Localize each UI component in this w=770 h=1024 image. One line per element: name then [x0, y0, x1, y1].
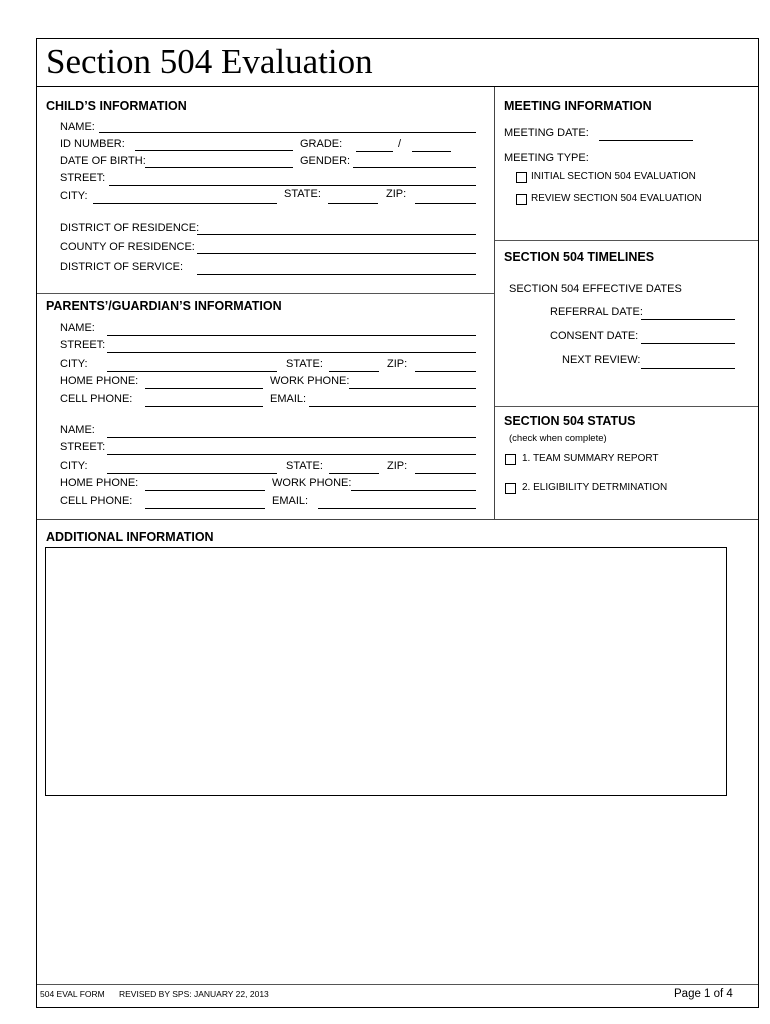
status-note: (check when complete)	[509, 433, 607, 444]
child-dob-field[interactable]	[145, 167, 293, 168]
child-grade-separator: /	[398, 138, 402, 150]
parent2-cell-phone-label: CELL PHONE:	[60, 495, 133, 507]
child-grade-field-1[interactable]	[356, 151, 393, 152]
meeting-section-divider	[495, 240, 758, 241]
parent2-home-phone-field[interactable]	[145, 490, 265, 491]
parent1-email-field[interactable]	[309, 406, 476, 407]
parent2-name-label: NAME:	[60, 424, 95, 436]
child-street-label: STREET:	[60, 172, 106, 184]
parent1-cell-phone-field[interactable]	[145, 406, 263, 407]
parent1-state-field[interactable]	[329, 371, 379, 372]
parent1-email-label: EMAIL:	[270, 393, 307, 405]
page-title: Section 504 Evaluation	[46, 42, 373, 81]
parent2-street-label: STREET:	[60, 441, 106, 453]
child-dob-label: DATE OF BIRTH:	[60, 155, 146, 167]
additional-info-textarea[interactable]	[45, 547, 727, 796]
child-id-label: ID NUMBER:	[60, 138, 125, 150]
parent2-email-label: EMAIL:	[272, 495, 309, 507]
parent1-work-phone-field[interactable]	[349, 388, 476, 389]
child-name-field[interactable]	[99, 132, 476, 133]
parent1-name-field[interactable]	[107, 335, 476, 336]
eligibility-label: 2. ELIGIBILITY DETRMINATION	[522, 482, 668, 493]
meeting-info-heading: MEETING INFORMATION	[504, 99, 652, 113]
timelines-heading: SECTION 504 TIMELINES	[504, 250, 655, 264]
meeting-date-field[interactable]	[599, 140, 693, 141]
county-residence-field[interactable]	[197, 253, 476, 254]
child-name-label: NAME:	[60, 121, 95, 133]
additional-info-heading: ADDITIONAL INFORMATION	[46, 530, 214, 544]
parent2-state-field[interactable]	[329, 473, 379, 474]
title-divider	[37, 86, 758, 87]
parent1-city-field[interactable]	[107, 371, 277, 372]
initial-evaluation-label: INITIAL SECTION 504 EVALUATION	[531, 171, 696, 182]
parent2-name-field[interactable]	[107, 437, 476, 438]
eligibility-checkbox[interactable]	[505, 483, 516, 494]
child-id-field[interactable]	[135, 150, 293, 151]
parent2-email-field[interactable]	[318, 508, 476, 509]
parent2-street-field[interactable]	[107, 454, 476, 455]
child-zip-field[interactable]	[415, 203, 476, 204]
footer-revised: REVISED BY SPS: JANUARY 22, 2013	[119, 989, 269, 999]
consent-date-label: CONSENT DATE:	[550, 330, 639, 342]
child-gender-field[interactable]	[353, 167, 476, 168]
parent1-zip-label: ZIP:	[387, 358, 408, 370]
parent1-name-label: NAME:	[60, 322, 95, 334]
meeting-date-label: MEETING DATE:	[504, 127, 589, 139]
parent1-street-field[interactable]	[107, 352, 476, 353]
parent1-state-label: STATE:	[286, 358, 323, 370]
district-residence-field[interactable]	[197, 234, 476, 235]
district-service-field[interactable]	[197, 274, 476, 275]
district-residence-label: DISTRICT OF RESIDENCE:	[60, 222, 200, 234]
initial-evaluation-checkbox[interactable]	[516, 172, 527, 183]
child-state-field[interactable]	[328, 203, 378, 204]
next-review-field[interactable]	[641, 368, 735, 369]
parent1-city-label: CITY:	[60, 358, 88, 370]
team-summary-label: 1. TEAM SUMMARY REPORT	[522, 453, 659, 464]
parent1-home-phone-label: HOME PHONE:	[60, 375, 139, 387]
parent1-street-label: STREET:	[60, 339, 106, 351]
parent1-zip-field[interactable]	[415, 371, 476, 372]
child-gender-label: GENDER:	[300, 155, 351, 167]
county-residence-label: COUNTY OF RESIDENCE:	[60, 241, 195, 253]
form-frame	[36, 38, 759, 1008]
child-state-label: STATE:	[284, 188, 321, 200]
parent1-cell-phone-label: CELL PHONE:	[60, 393, 133, 405]
status-heading: SECTION 504 STATUS	[504, 414, 636, 428]
parent2-work-phone-label: WORK PHONE:	[272, 477, 352, 489]
parent2-home-phone-label: HOME PHONE:	[60, 477, 139, 489]
child-info-heading: CHILD’S INFORMATION	[46, 99, 187, 113]
parent2-zip-field[interactable]	[415, 473, 476, 474]
upper-section-divider	[37, 519, 758, 520]
meeting-type-label: MEETING TYPE:	[504, 152, 589, 164]
next-review-label: NEXT REVIEW:	[562, 354, 641, 366]
parent2-city-label: CITY:	[60, 460, 88, 472]
timelines-section-divider	[495, 406, 758, 407]
parent2-work-phone-field[interactable]	[351, 490, 476, 491]
footer-page-number: Page 1 of 4	[674, 988, 733, 1000]
parent1-home-phone-field[interactable]	[145, 388, 263, 389]
child-city-label: CITY:	[60, 190, 88, 202]
child-zip-label: ZIP:	[386, 188, 407, 200]
child-grade-field-2[interactable]	[412, 151, 451, 152]
parent2-city-field[interactable]	[107, 473, 277, 474]
review-evaluation-checkbox[interactable]	[516, 194, 527, 205]
parent2-state-label: STATE:	[286, 460, 323, 472]
child-street-field[interactable]	[109, 185, 476, 186]
referral-date-field[interactable]	[641, 319, 735, 320]
footer-divider	[37, 984, 758, 985]
parent1-work-phone-label: WORK PHONE:	[270, 375, 350, 387]
column-divider	[494, 87, 495, 519]
team-summary-checkbox[interactable]	[505, 454, 516, 465]
parents-info-heading: PARENTS’/GUARDIAN’S INFORMATION	[46, 299, 282, 313]
referral-date-label: REFERRAL DATE:	[550, 306, 643, 318]
review-evaluation-label: REVIEW SECTION 504 EVALUATION	[531, 193, 702, 204]
consent-date-field[interactable]	[641, 343, 735, 344]
district-service-label: DISTRICT OF SERVICE:	[60, 261, 184, 273]
child-city-field[interactable]	[93, 203, 277, 204]
child-grade-label: GRADE:	[300, 138, 343, 150]
effective-dates-label: SECTION 504 EFFECTIVE DATES	[509, 283, 682, 295]
footer-form-code: 504 EVAL FORM	[40, 989, 105, 999]
parent2-zip-label: ZIP:	[387, 460, 408, 472]
parent2-cell-phone-field[interactable]	[145, 508, 265, 509]
child-section-divider	[37, 293, 494, 294]
